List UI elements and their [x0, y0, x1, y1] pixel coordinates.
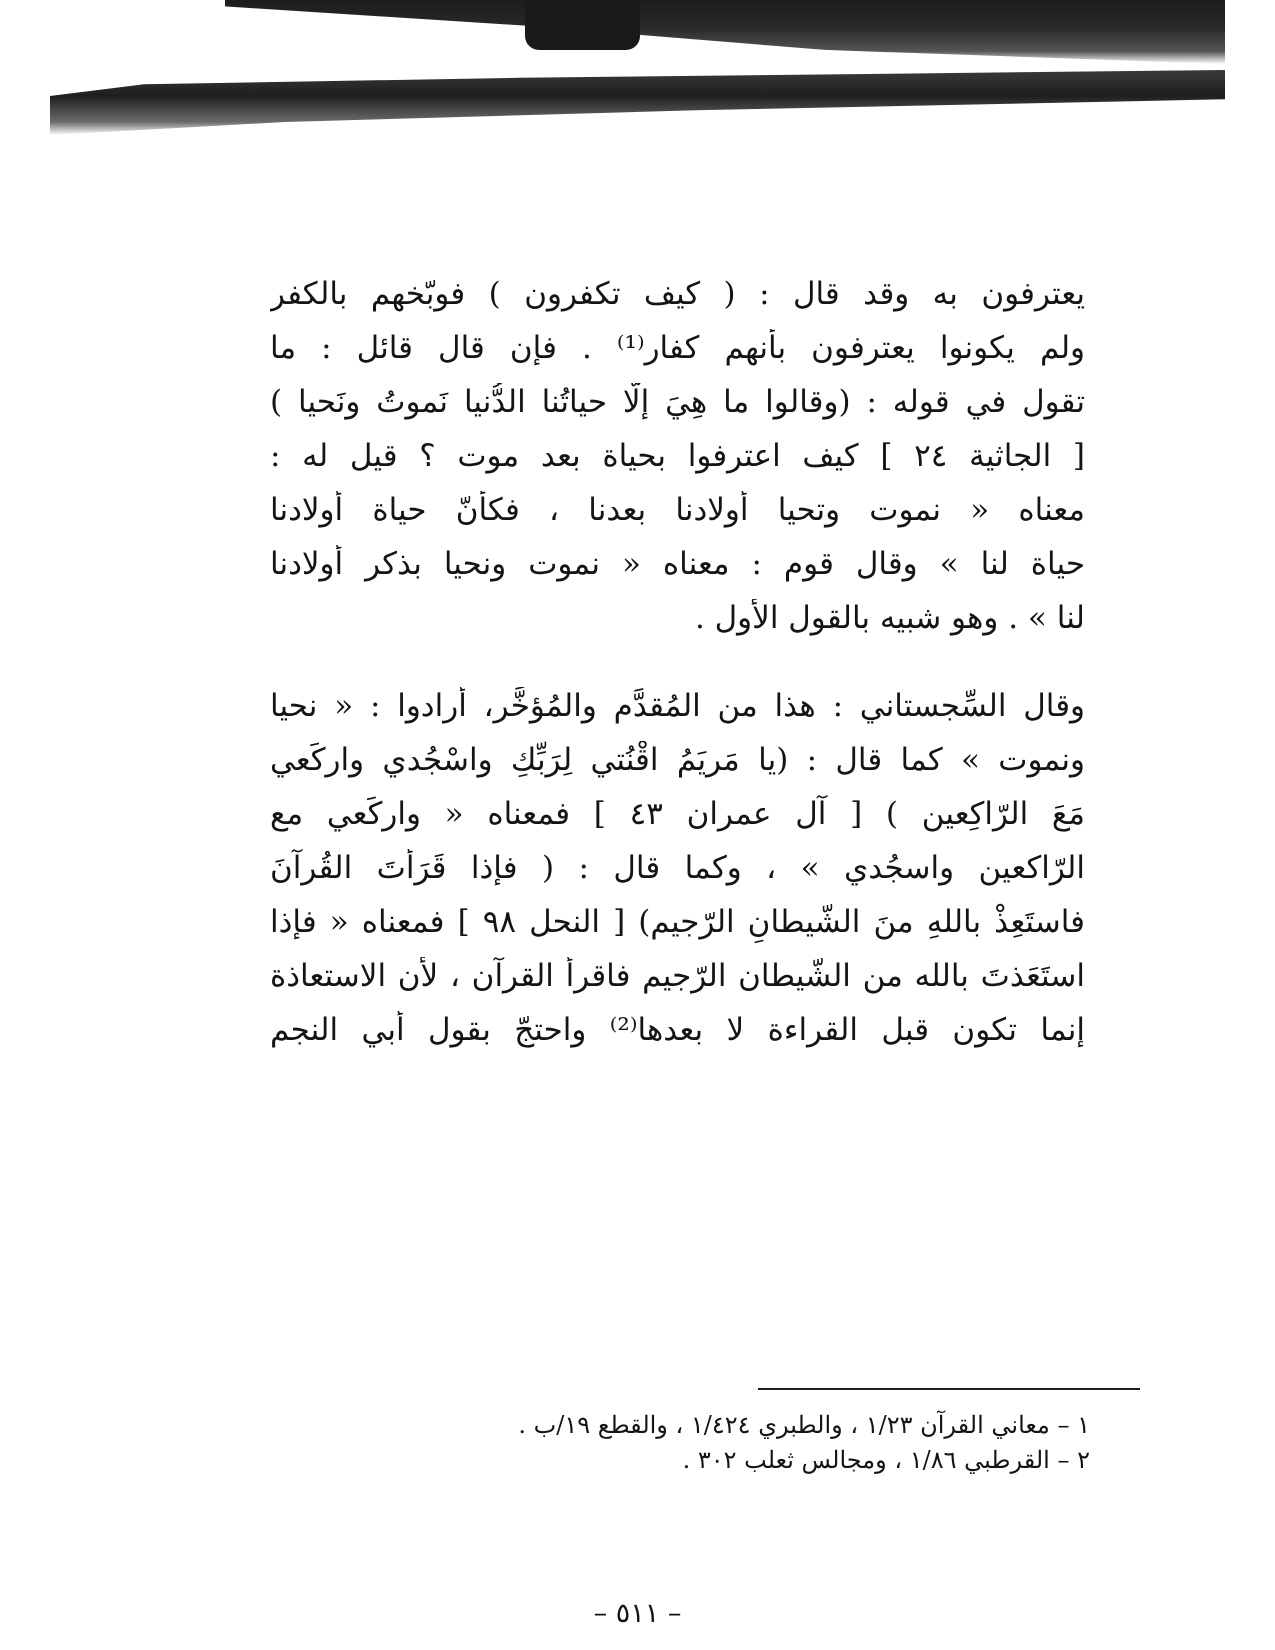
body-line: الرّاكعين واسجُدي » ، وكما قال : ( فإذا قَرَأتَ القُرآنَ: [270, 850, 1085, 886]
footnote-1: ١ – معاني القرآن ١/٢٣ ، والطبري ١/٤٢٤ ، والقطع ١٩/ب .: [518, 1411, 1090, 1439]
body-line: يعترفون به وقد قال : ( كيف تكفرون ) فوبّخهم بالكفر: [270, 276, 1085, 312]
body-line: وقال السِّجستاني : هذا من المُقدَّم والمُؤخَّر، أرادوا : « نحيا: [270, 688, 1085, 724]
body-line: تقول في قوله : (وقالوا ما هِيَ إلّا حياتُنا الدُّنيا نَموتُ ونَحيا ): [270, 384, 1085, 420]
scan-shadow-top: [225, 0, 1225, 64]
body-line: [ الجاثية ٢٤ ] كيف اعترفوا بحياة بعد موت ؟ قيل له :: [270, 438, 1085, 474]
body-line: فاستَعِذْ باللهِ منَ الشّيطانِ الرّجيم) [ النحل ٩٨ ] فمعناه « فإذا: [270, 904, 1085, 940]
footnote-divider: [758, 1388, 1140, 1390]
body-line: ولم يكونوا يعترفون بأنهم كفار⁽¹⁾ . فإن قال قائل : ما: [270, 330, 1085, 366]
body-text: [270, 275, 1085, 1065]
body-line: حياة لنا » وقال قوم : معناه « نموت ونحيا بذكر أولادنا: [270, 546, 1085, 582]
footnote-2: ٢ – القرطبي ١/٨٦ ، ومجالس ثعلب ٣٠٢ .: [682, 1446, 1090, 1474]
scan-shadow-band: [50, 70, 1225, 135]
paragraph-gap: [270, 653, 1085, 687]
body-line: معناه « نموت وتحيا أولادنا بعدنا ، فكأنّ حياة أولادنا: [270, 492, 1085, 528]
footnotes: [390, 1410, 1090, 1480]
body-line: استَعَذتَ بالله من الشّيطان الرّجيم فاقرأ القرآن ، لأن الاستعاذة: [270, 958, 1085, 994]
scan-binding-tab: [525, 0, 640, 50]
body-line: ونموت » كما قال : (يا مَريَمُ اقْنُتي لِرَبِّكِ واسْجُدي واركَعي: [270, 742, 1085, 778]
body-line: مَعَ الرّاكِعين ) [ آل عمران ٤٣ ] فمعناه « واركَعي مع: [270, 796, 1085, 832]
body-line: إنما تكون قبل القراءة لا بعدها⁽²⁾ واحتجّ بقول أبي النجم: [270, 1012, 1085, 1048]
body-line: لنا » . وهو شبيه بالقول الأول .: [694, 600, 1085, 636]
page-number: – ٥١١ –: [593, 1598, 682, 1629]
